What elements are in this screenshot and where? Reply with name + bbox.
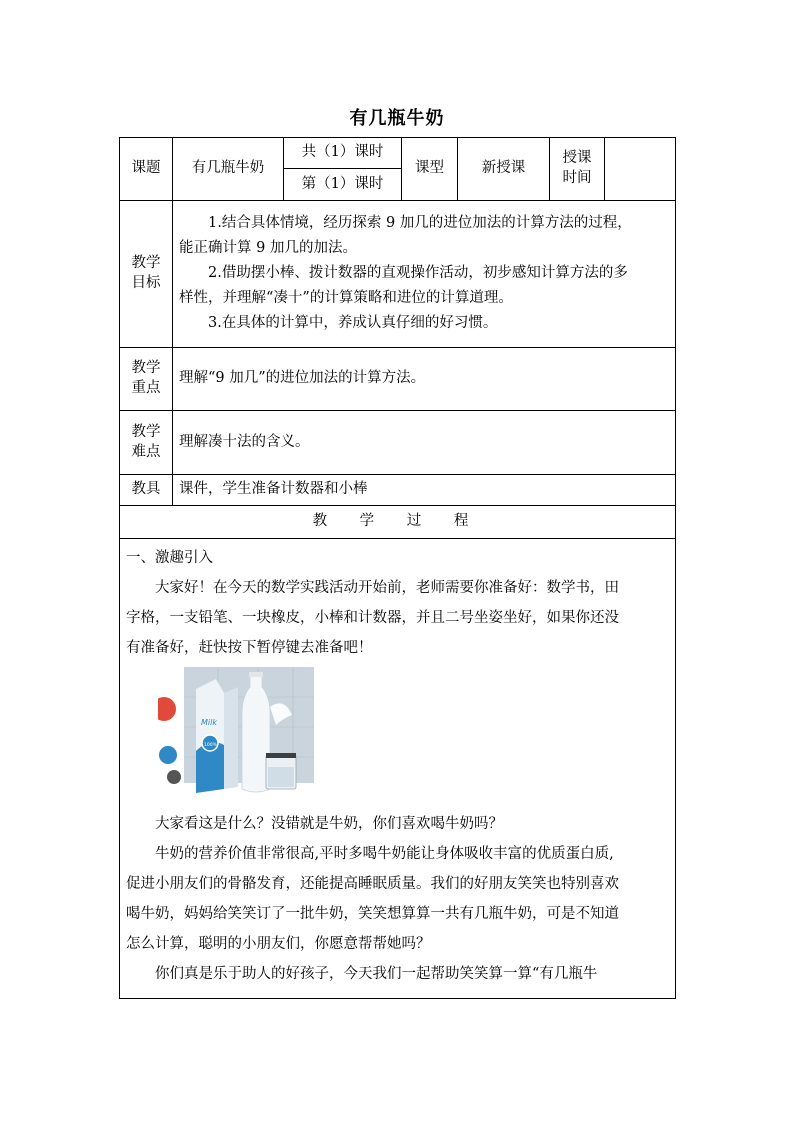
section-intro-heading: 一、激趣引入 [126, 550, 213, 566]
objectives-content [173, 201, 676, 348]
intro-para-1a: 大家好！在今天的数学实践活动开始前，老师需要你准备好：数学书，田 [155, 580, 619, 596]
key-point-label-line2: 重点 [131, 380, 161, 396]
key-point-label [120, 348, 173, 411]
objective-1b: 能正确计算 9 加几的加法。 [179, 239, 357, 256]
process-heading: 教 学 过 程 [120, 506, 676, 539]
key-point-text: 理解“9 加几”的进位加法的计算方法。 [173, 348, 676, 411]
objective-1a: 1.结合具体情境，经历探索 9 加几的进位加法的计算方法的过程， [208, 214, 632, 231]
objective-3: 3.在具体的计算中，养成认真仔细的好习惯。 [208, 314, 498, 331]
type-label: 课型 [402, 138, 458, 201]
intro-para-4: 你们真是乐于助人的好孩子，今天我们一起帮助笑笑算一算“有几瓶牛 [155, 966, 598, 982]
difficulty-label [120, 411, 173, 475]
objective-2b: 样性，并理解“凑十”的计算策略和进位的计算道理。 [179, 289, 513, 306]
total-hours: 共（1）课时 [284, 138, 402, 169]
milk-image [158, 667, 328, 803]
time-label [550, 138, 605, 201]
tools-text: 课件，学生准备计数器和小棒 [173, 475, 676, 506]
objectives-label [120, 201, 173, 348]
intro-para-3b: 促进小朋友们的骨骼发育，还能提高睡眠质量。我们的好朋友笑笑也特别喜欢 [126, 876, 619, 892]
difficulty-label-line1: 教学 [131, 423, 161, 440]
current-hour: 第（1）课时 [284, 169, 402, 201]
type-value: 新授课 [458, 138, 550, 201]
intro-para-3a: 牛奶的营养价值非常很高,平时多喝牛奶能让身体吸收丰富的优质蛋白质, [155, 846, 614, 862]
topic-label: 课题 [120, 138, 173, 201]
page-title: 有几瓶牛奶 [349, 108, 445, 129]
difficulty-text: 理解凑十法的含义。 [173, 411, 676, 475]
key-point-label-line1: 教学 [131, 360, 161, 377]
objective-2a: 2.借助摆小棒、拨计数器的直观操作活动，初步感知计算方法的多 [208, 264, 628, 281]
intro-para-2: 大家看这是什么？没错就是牛奶，你们喜欢喝牛奶吗？ [155, 816, 503, 832]
intro-para-3c: 喝牛奶，妈妈给笑笑订了一批牛奶，笑笑想算算一共有几瓶牛奶，可是不知道 [126, 906, 619, 922]
difficulty-label-line2: 难点 [131, 443, 161, 460]
lesson-plan-table [119, 137, 676, 999]
time-value [605, 138, 676, 201]
carton-brand-text: Milk [201, 718, 217, 727]
time-label-line2: 时间 [562, 170, 592, 186]
process-content [120, 539, 676, 999]
topic-value: 有几瓶牛奶 [173, 138, 284, 201]
intro-para-1b: 字格，一支铅笔、一块橡皮，小棒和计数器，并且二号坐姿坐好，如果你还没 [126, 610, 619, 626]
intro-para-3d: 怎么计算，聪明的小朋友们，你愿意帮帮她吗？ [126, 936, 431, 952]
objectives-label-line1: 教学 [131, 255, 161, 272]
time-label-line1: 授课 [562, 150, 592, 167]
carton-badge-text: 100% [204, 743, 217, 748]
tools-label: 教具 [120, 475, 173, 506]
objectives-label-line2: 目标 [131, 275, 161, 291]
intro-para-1c: 有准备好，赶快按下暂停键去准备吧！ [126, 640, 373, 656]
